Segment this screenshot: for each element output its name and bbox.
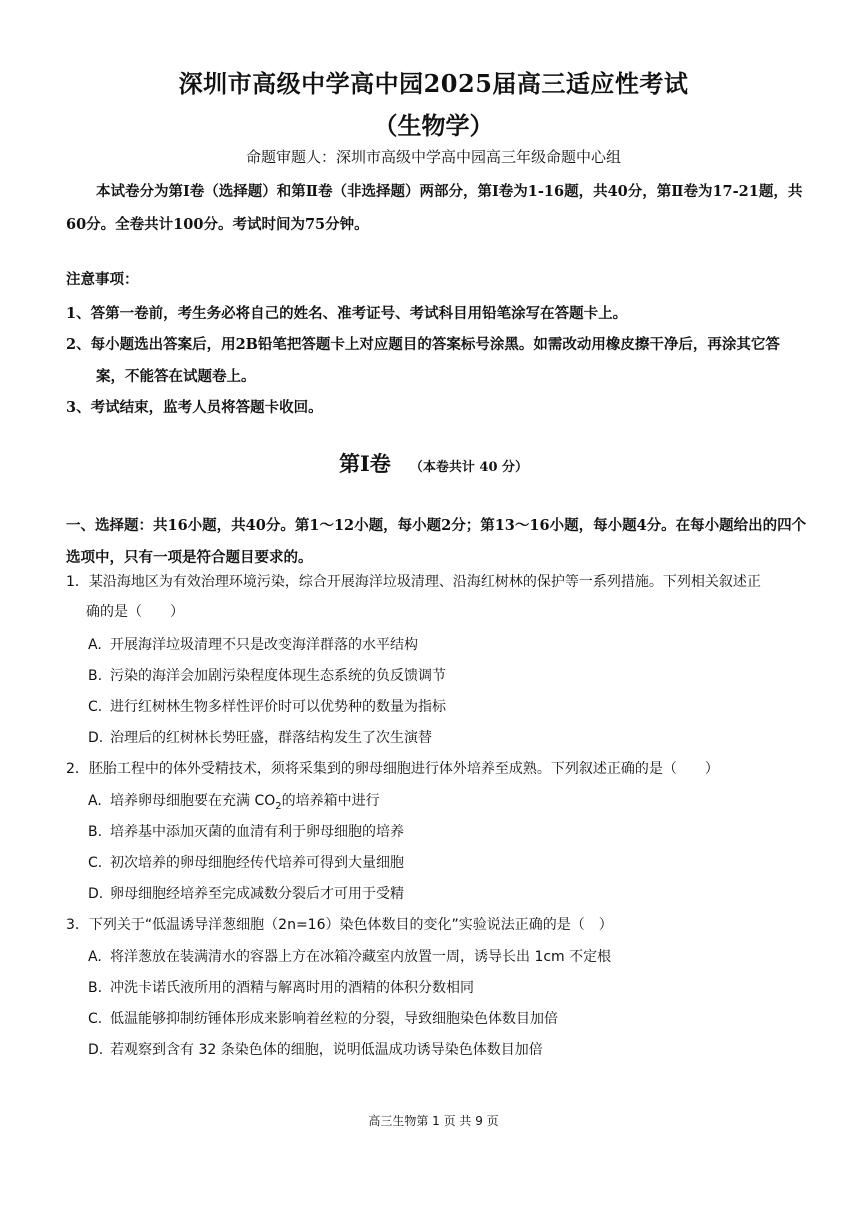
option-letter: A. xyxy=(88,949,102,965)
exam-author: 命题审题人：深圳市高级中学高中园高三年级命题中心组 xyxy=(245,148,621,166)
note-text: 1、答第一卷前，考生务必将自己的姓名、准考证号、考试科目用铅笔涂写在答题卡上。 xyxy=(66,305,628,322)
option-text: 培养基中添加灭菌的血清有利于卵母细胞的培养 xyxy=(110,824,404,840)
option-letter: C. xyxy=(88,699,103,715)
option-letter: D. xyxy=(88,1042,104,1058)
note-text: 2、每小题选出答案后，用2B铅笔把答题卡上对应题目的答案标号涂黑。如需改动用橡皮擦干净后，再涂其它答 xyxy=(66,336,780,353)
option-1d xyxy=(88,727,808,749)
option-letter: C. xyxy=(88,1011,103,1027)
option-text: 卵母细胞经培养至完成减数分裂后才可用于受精 xyxy=(110,886,404,902)
question-stem-cont: 确的是（ ） xyxy=(86,604,184,620)
exam-title: 深圳市高级中学高中园2025届高三适应性考试 xyxy=(178,69,689,98)
option-text: 冲洗卡诺氏液所用的酒精与解离时用的酒精的体积分数相同 xyxy=(110,980,474,996)
option-text: 的培养箱中进行 xyxy=(281,793,380,809)
option-letter: C. xyxy=(88,855,103,871)
option-text: 初次培养的卵母细胞经传代培养可得到大量细胞 xyxy=(110,855,404,871)
question-stem: 1．某沿海地区为有效治理环境污染，综合开展海洋垃圾清理、沿海红树林的保护等一系列措施。下列相关叙述正 xyxy=(66,574,761,590)
question-3 xyxy=(66,910,814,940)
option-text: 治理后的红树林长势旺盛，群落结构发生了次生演替 xyxy=(110,730,432,746)
question-stem: 3．下列关于“低温诱导洋葱细胞（2n=16）染色体数目的变化”实验说法正确的是（ ） xyxy=(66,917,613,933)
option-letter: B. xyxy=(88,824,103,840)
option-3d xyxy=(88,1039,808,1061)
note-item-1 xyxy=(66,298,814,330)
exam-subject: （生物学） xyxy=(373,111,494,140)
option-2a xyxy=(88,790,808,818)
section-subtitle: （本卷共计 40 分） xyxy=(409,460,529,475)
option-2b xyxy=(88,821,808,843)
section-instruction: 一、选择题：共16小题，共40分。第1～12小题，每小题2分；第13～16小题，每小题4分。在每小题给出的四个选项中，只有一项是符合题目要求的。 xyxy=(66,517,807,566)
option-letter: B. xyxy=(88,668,103,684)
option-text: 将洋葱放在装满清水的容器上方在冰箱冷藏室内放置一周，诱导长出 1cm 不定根 xyxy=(110,949,612,965)
exam-intro: 本试卷分为第Ⅰ卷（选择题）和第Ⅱ卷（非选择题）两部分，第Ⅰ卷为1-16题，共40分，第Ⅱ卷为17-21题，共60分。全卷共计100分。考试时间为75分钟。 xyxy=(66,183,803,233)
note-item-2 xyxy=(66,329,814,393)
option-letter: D. xyxy=(88,886,104,902)
option-text: 若观察到含有 32 条染色体的细胞，说明低温成功诱导染色体数目加倍 xyxy=(110,1042,543,1058)
option-letter: D. xyxy=(88,730,104,746)
option-1b xyxy=(88,665,808,687)
option-letter: B. xyxy=(88,980,103,996)
option-letter: A. xyxy=(88,637,102,653)
option-text: 低温能够抑制纺锤体形成来影响着丝粒的分裂，导致细胞染色体数目加倍 xyxy=(110,1011,558,1027)
option-2d xyxy=(88,883,808,905)
option-3c xyxy=(88,1008,808,1030)
note-text: 3、考试结束，监考人员将答题卡收回。 xyxy=(66,399,323,416)
option-text: 污染的海洋会加剧污染程度体现生态系统的负反馈调节 xyxy=(110,668,446,684)
section-title: 第Ⅰ卷 xyxy=(338,451,391,476)
subscript: 2 xyxy=(275,800,282,812)
question-2 xyxy=(66,754,814,784)
option-text: 开展海洋垃圾清理不只是改变海洋群落的水平结构 xyxy=(110,637,418,653)
page-footer: 高三生物第 1 页 共 9 页 xyxy=(368,1114,499,1128)
option-text: 进行红树林生物多样性评价时可以优势种的数量为指标 xyxy=(110,699,446,715)
note-text-cont: 案，不能答在试题卷上。 xyxy=(96,368,256,385)
note-item-3 xyxy=(66,392,814,424)
option-2c xyxy=(88,852,808,874)
option-text: 培养卵母细胞要在充满 CO xyxy=(110,793,276,809)
option-3b xyxy=(88,977,808,999)
option-1c xyxy=(88,696,808,718)
option-1a xyxy=(88,634,808,656)
question-1 xyxy=(66,567,814,627)
notes-title: 注意事项： xyxy=(66,271,139,288)
question-stem: 2．胚胎工程中的体外受精技术，须将采集到的卵母细胞进行体外培养至成熟。下列叙述正确的是（ ） xyxy=(66,761,719,777)
option-letter: A. xyxy=(88,793,102,809)
section-heading xyxy=(0,448,867,478)
option-3a xyxy=(88,946,808,968)
